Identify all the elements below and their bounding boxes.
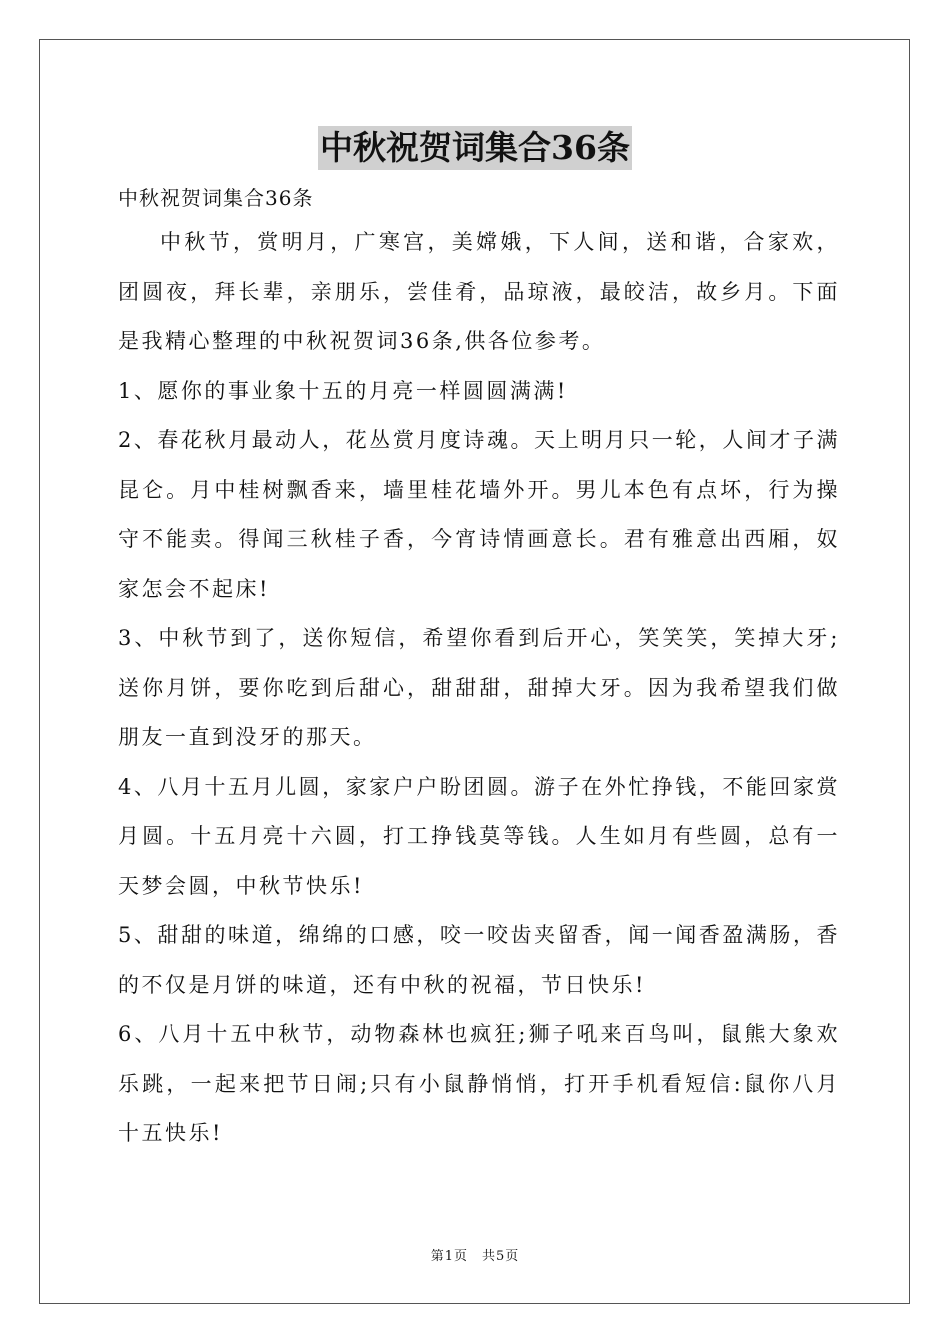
page-footer [0, 1248, 950, 1266]
page-total: 共5页 [482, 1249, 520, 1264]
list-item: 1、愿你的事业象十五的月亮一样圆圆满满! [118, 378, 568, 403]
intro-paragraph: 中秋节，赏明月，广寒宫，美嫦娥，下人间，送和谐，合家欢，团圆夜，拜长辈，亲朋乐，尝佳肴，品琼液，最皎洁，故乡月。下面是我精心整理的中秋祝贺词36条,供各位参考。 [118, 230, 840, 353]
list-item: 6、八月十五中秋节，动物森林也疯狂;狮子吼来百鸟叫，鼠熊大象欢乐跳，一起来把节日闹;只有小鼠静悄悄，打开手机看短信:鼠你八月十五快乐! [118, 1022, 840, 1145]
document-subtitle: 中秋祝贺词集合36条 [118, 186, 314, 210]
title-container [0, 126, 950, 170]
page-number: 第1页 [430, 1249, 468, 1264]
list-item: 4、八月十五月儿圆，家家户户盼团圆。游子在外忙挣钱，不能回家赏月圆。十五月亮十六圆，打工挣钱莫等钱。人生如月有些圆，总有一天梦会圆，中秋节快乐! [118, 774, 840, 898]
list-item: 3、中秋节到了，送你短信，希望你看到后开心，笑笑笑，笑掉大牙;送你月饼，要你吃到后甜心，甜甜甜，甜掉大牙。因为我希望我们做朋友一直到没牙的那天。 [118, 626, 840, 749]
list-item: 2、春花秋月最动人，花丛赏月度诗魂。天上明月只一轮，人间才子满昆仑。月中桂树飘香来，墙里桂花墙外开。男儿本色有点坏，行为操守不能卖。得闻三秋桂子香，今宵诗情画意长。君有雅意出西厢，奴家怎会不起床! [118, 428, 840, 601]
document-body [118, 178, 840, 1159]
document-title: 中秋祝贺词集合36条 [318, 126, 632, 170]
list-item: 5、甜甜的味道，绵绵的口感，咬一咬齿夹留香，闻一闻香盈满肠，香的不仅是月饼的味道，还有中秋的祝福，节日快乐! [118, 923, 840, 997]
